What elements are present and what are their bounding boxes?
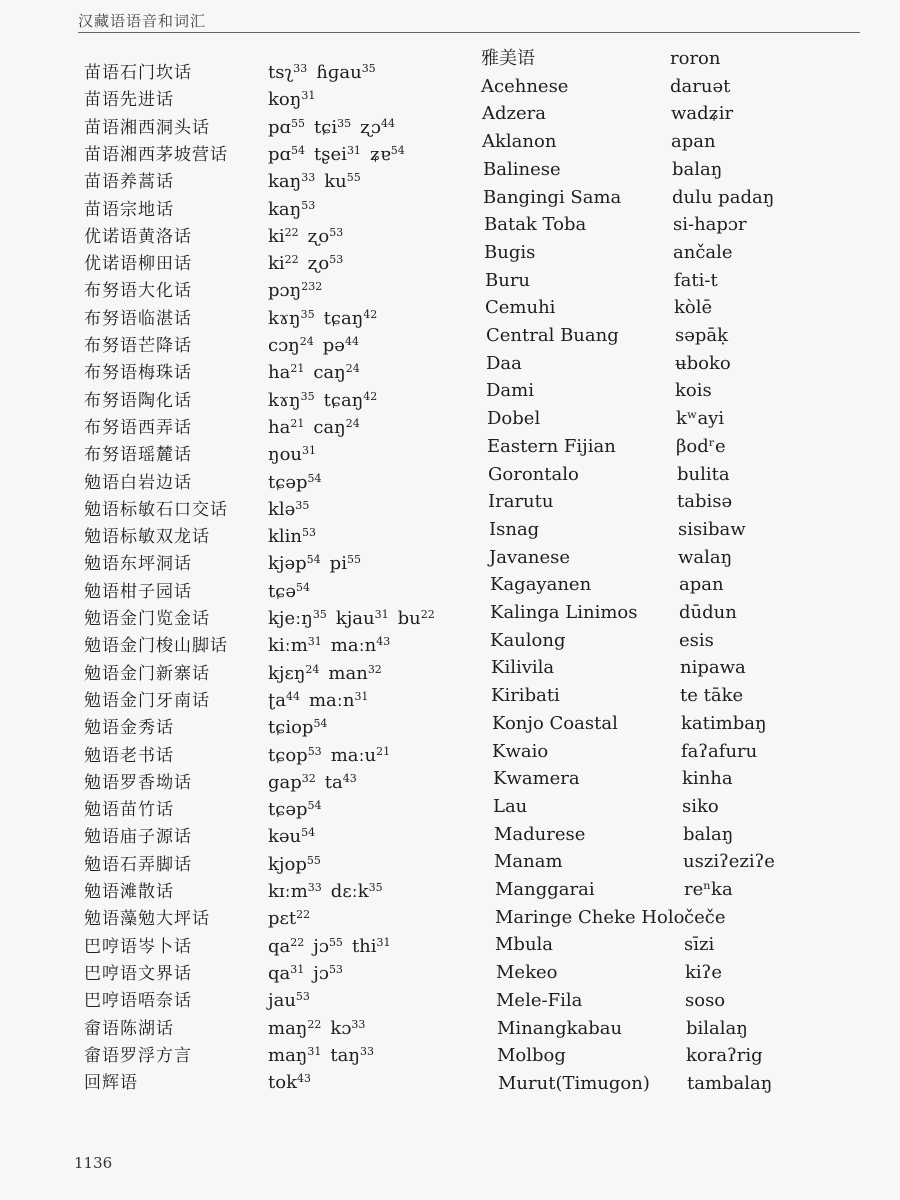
dialect-form	[268, 663, 382, 685]
syllable: kəu	[268, 826, 302, 848]
syllable: ʐɔ	[360, 116, 381, 138]
language-form: siko	[682, 795, 719, 817]
dialect-name: 苗语石门坎话	[84, 63, 192, 83]
dialect-form	[268, 362, 360, 384]
tone-number: 43	[296, 1072, 311, 1086]
language-name: Irarutu	[488, 491, 554, 513]
language-name: Madurese	[494, 823, 586, 845]
tone-number: 44	[380, 116, 395, 130]
syllable: bu	[397, 608, 421, 629]
syllable: ʐo	[307, 225, 330, 247]
language-form: βodʳe	[676, 435, 726, 457]
dialect-form	[268, 826, 315, 848]
tone-number: 42	[363, 389, 378, 403]
dialect-form	[268, 690, 368, 712]
language-name: Dami	[486, 380, 534, 402]
tone-number: 33	[293, 62, 308, 75]
tone-number: 24	[345, 362, 360, 376]
syllable: ku	[324, 171, 347, 193]
dialect-name: 勉语东坪洞话	[84, 554, 192, 575]
language-name: Manam	[494, 851, 563, 873]
tone-number: 31	[307, 1044, 322, 1058]
dialect-name: 勉语藻勉大坪话	[84, 909, 210, 930]
syllable: jɔ	[313, 935, 329, 957]
syllable: ha	[268, 362, 291, 384]
language-name: Mekeo	[496, 962, 558, 984]
tone-number: 42	[363, 307, 378, 321]
syllable: tɕəp	[268, 471, 308, 493]
syllable: kjəp	[268, 553, 307, 575]
language-name: Bugis	[484, 241, 536, 263]
syllable: jɔ	[313, 962, 329, 984]
dialect-name: 勉语庙子源话	[84, 827, 192, 848]
language-name: Minangkabau	[497, 1017, 623, 1039]
dialect-form	[268, 444, 316, 466]
tone-number: 21	[376, 744, 391, 758]
syllable: maːn	[308, 689, 355, 711]
dialect-form	[268, 526, 316, 548]
language-form: wadʑir	[671, 103, 734, 125]
language-form: roron	[670, 48, 721, 69]
dialect-name: 苗语宗地话	[84, 199, 174, 220]
syllable: pɑ	[268, 116, 292, 138]
tone-number: 33	[307, 881, 322, 894]
syllable: maːu	[330, 744, 377, 766]
running-header	[78, 2, 860, 30]
dialect-form	[268, 963, 343, 985]
syllable: thi	[351, 935, 377, 957]
tone-number: 22	[284, 253, 299, 267]
syllable: pə	[322, 335, 345, 356]
tone-number: 35	[300, 389, 315, 403]
language-name: Isnag	[489, 518, 540, 540]
syllable: maŋ	[268, 1017, 308, 1039]
dialect-name: 巴哼语岑卜话	[84, 936, 192, 957]
syllable: jau	[268, 990, 296, 1012]
dialect-name: 勉语滩散话	[84, 882, 174, 902]
tone-number: 53	[329, 225, 344, 239]
language-name: Acehnese	[481, 75, 569, 97]
language-name: Adzera	[482, 103, 546, 125]
tone-number: 31	[354, 689, 369, 703]
syllable: koŋ	[268, 89, 302, 111]
tone-number: 55	[328, 935, 343, 949]
language-name: Molbog	[497, 1045, 566, 1067]
dialect-form	[268, 990, 310, 1012]
language-form: kʷayi	[676, 408, 725, 430]
dialect-form	[268, 908, 310, 930]
dialect-name: 勉语苗竹话	[84, 800, 174, 821]
tone-number: 53	[329, 253, 344, 267]
language-form: kois	[675, 380, 712, 402]
tone-number: 55	[291, 116, 306, 130]
tone-number: 31	[307, 635, 322, 649]
dialect-name: 勉语金门新寨话	[84, 663, 210, 684]
language-form: nipawa	[680, 657, 746, 679]
language-form: balaŋ	[683, 823, 734, 845]
syllable: pi	[329, 553, 347, 575]
header-rule	[78, 32, 860, 33]
dialect-form	[268, 1045, 374, 1067]
language-form: kinha	[682, 768, 733, 790]
language-form: dūdun	[679, 602, 737, 623]
language-form: ʉboko	[675, 352, 731, 374]
tone-number: 55	[346, 171, 361, 185]
language-form: fati-t	[674, 269, 718, 291]
dialect-name: 勉语柑子园话	[84, 581, 192, 602]
syllable: qa	[268, 962, 291, 984]
page-number: 1136	[74, 1154, 113, 1172]
syllable: kjop	[268, 853, 307, 875]
syllable: ki	[268, 225, 285, 247]
language-name: 雅美语	[481, 48, 535, 69]
language-form: sisibaw	[678, 518, 746, 540]
tone-number: 31	[301, 89, 316, 103]
tone-number: 44	[344, 335, 359, 348]
language-name: Kalinga Linimos	[490, 602, 638, 623]
tone-number: 31	[346, 143, 361, 157]
dialect-form	[268, 117, 395, 139]
dialect-name: 勉语金门览金话	[84, 609, 210, 629]
dialect-name: 勉语金秀话	[84, 718, 174, 739]
tone-number: 24	[299, 335, 314, 348]
tone-number: 43	[376, 635, 391, 649]
dialect-name: 畲语陈湖话	[84, 1018, 174, 1039]
dialect-name: 布努语瑶麓话	[84, 445, 192, 466]
language-name: Konjo Coastal	[492, 712, 618, 734]
dialect-name: 布努语临湛话	[84, 308, 192, 329]
language-name: Central Buang	[486, 325, 619, 346]
dialect-name: 苗语养蒿话	[84, 172, 174, 193]
language-form: soso	[685, 989, 726, 1011]
dialect-form	[268, 171, 361, 193]
tone-number: 24	[345, 416, 360, 430]
running-header-title: 汉藏语语音和词汇	[78, 12, 207, 30]
language-name: Murut(Timugon)	[498, 1072, 650, 1094]
language-form: daruət	[670, 75, 731, 97]
syllable: pɔŋ	[268, 280, 302, 302]
language-name: Lau	[493, 795, 528, 817]
language-name: Kwaio	[492, 740, 549, 762]
syllable: kjau	[335, 608, 375, 629]
language-name: Dobel	[487, 408, 541, 430]
language-form: tambalaŋ	[687, 1072, 773, 1094]
dialect-form	[268, 1018, 365, 1040]
tone-number: 53	[295, 990, 310, 1004]
dialect-form	[268, 199, 315, 221]
tone-number: 33	[351, 1017, 366, 1031]
language-form: čeče	[684, 906, 726, 928]
tone-number: 22	[296, 908, 311, 922]
tone-number: 35	[295, 498, 310, 512]
syllable: maŋ	[268, 1044, 308, 1066]
language-name: Kilivila	[491, 657, 555, 679]
tone-number: 31	[302, 444, 317, 458]
syllable: ʈa	[268, 689, 286, 711]
dialect-name: 勉语金门牙南话	[84, 690, 210, 711]
dialect-form	[268, 854, 321, 876]
syllable: tɕaŋ	[323, 389, 364, 411]
language-form: apan	[671, 131, 716, 153]
tone-number: 43	[342, 771, 357, 785]
language-form: bilalaŋ	[686, 1017, 748, 1039]
dialect-name: 布努语芒降话	[84, 336, 192, 356]
tone-number: 53	[328, 962, 343, 976]
dialect-form	[268, 499, 309, 521]
dialect-name: 优诺语黄洛话	[84, 226, 192, 247]
tone-number: 55	[346, 553, 361, 567]
language-form: esis	[679, 629, 714, 651]
language-form: te tāke	[680, 685, 744, 707]
dialect-name: 布努语梅珠话	[84, 363, 192, 384]
dialect-name: 勉语白岩边话	[84, 472, 192, 493]
dialect-form	[268, 608, 435, 630]
tone-number: 54	[313, 717, 328, 731]
syllable: kjeːŋ	[268, 608, 313, 629]
syllable: kɤŋ	[268, 389, 301, 411]
dialect-form	[268, 936, 391, 958]
dialect-name: 布努语大化话	[84, 281, 192, 302]
dialect-name: 布努语西弄话	[84, 417, 192, 438]
syllable: ʑɐ	[369, 143, 391, 165]
syllable: ŋou	[268, 444, 303, 466]
syllable: kjɛŋ	[268, 662, 306, 684]
syllable: kɪːm	[268, 881, 308, 902]
language-form: bulita	[677, 463, 730, 485]
syllable: taŋ	[330, 1044, 360, 1066]
language-name: Batak Toba	[484, 214, 587, 236]
language-name: Gorontalo	[488, 463, 579, 485]
language-name: Manggarai	[495, 879, 595, 900]
syllable: tɕə	[268, 580, 296, 602]
dialect-name: 畲语罗浮方言	[84, 1045, 192, 1066]
tone-number: 54	[306, 553, 321, 567]
syllable: tɕaŋ	[323, 307, 364, 329]
tone-number: 232	[301, 280, 323, 294]
language-name: Maringe Cheke Holo	[495, 906, 685, 928]
language-form: faʔafuru	[681, 740, 758, 762]
syllable: tɕop	[268, 744, 308, 766]
tone-number: 35	[337, 116, 352, 130]
language-form: kòlē	[674, 297, 713, 319]
dialect-name: 巴哼语唔奈话	[84, 991, 192, 1012]
dialect-form	[268, 89, 315, 111]
language-name: Kwamera	[493, 768, 580, 790]
language-form: sīzi	[684, 934, 715, 956]
syllable: tʂei	[314, 143, 347, 165]
dialect-name: 勉语老书话	[84, 745, 174, 766]
syllable: tsʅ	[268, 62, 294, 83]
language-form: səpāḳ	[675, 325, 729, 346]
syllable: kɔ	[330, 1017, 352, 1039]
language-form: dulu padaŋ	[672, 186, 775, 208]
dialect-form	[268, 62, 376, 84]
language-form: si-hapɔr	[673, 214, 747, 236]
tone-number: 54	[307, 799, 322, 813]
syllable: kiːm	[268, 635, 308, 657]
dialect-form	[268, 1072, 311, 1094]
language-name: Aklanon	[482, 131, 557, 153]
language-form: apan	[679, 574, 724, 596]
syllable: tɕəp	[268, 799, 308, 821]
language-name: Kiribati	[491, 685, 560, 707]
dialect-name: 布努语陶化话	[84, 390, 192, 411]
language-form: balaŋ	[672, 158, 723, 180]
syllable: caŋ	[313, 362, 346, 384]
tone-number: 32	[301, 771, 316, 785]
dialect-name: 优诺语柳田话	[84, 254, 192, 275]
syllable: gap	[268, 771, 302, 793]
dialect-form	[268, 881, 383, 903]
dialect-name: 苗语湘西洞头话	[84, 117, 210, 138]
language-name: Mele-Fila	[496, 989, 583, 1011]
tone-number: 53	[301, 198, 316, 212]
dialect-form	[268, 417, 360, 439]
dialect-form	[268, 581, 310, 603]
dialect-form	[268, 144, 405, 166]
language-name: Javanese	[489, 546, 570, 568]
language-form: usziʔeziʔe	[683, 851, 775, 873]
tone-number: 31	[374, 608, 389, 621]
tone-number: 21	[290, 362, 305, 376]
syllable: kaŋ	[268, 198, 302, 220]
tone-number: 35	[361, 62, 376, 75]
syllable: pɛt	[268, 908, 297, 930]
language-name: Kagayanen	[490, 574, 592, 596]
dialect-form	[268, 772, 357, 794]
syllable: ki	[268, 253, 285, 275]
language-name: Cemuhi	[485, 297, 556, 319]
language-name: Buru	[485, 269, 531, 291]
dialect-form	[268, 472, 322, 494]
tone-number: 21	[290, 416, 305, 430]
language-name: Kaulong	[490, 629, 566, 651]
tone-number: 22	[420, 608, 435, 621]
syllable: tɕiop	[268, 717, 314, 739]
dialect-name: 勉语石弄脚话	[84, 854, 192, 875]
tone-number: 53	[302, 526, 317, 540]
tone-number: 54	[301, 826, 316, 840]
dialect-form	[268, 799, 322, 821]
dialect-form	[268, 635, 390, 657]
language-name: Eastern Fijian	[487, 435, 616, 457]
dialect-form	[268, 335, 359, 357]
tone-number: 33	[359, 1044, 374, 1058]
language-name: Bangingi Sama	[483, 186, 622, 208]
syllable: pɑ	[268, 143, 292, 165]
language-form: reⁿka	[684, 879, 733, 900]
tone-number: 54	[295, 580, 310, 594]
syllable: maːn	[330, 635, 377, 657]
dialect-name: 苗语先进话	[84, 90, 174, 111]
tone-number: 24	[305, 662, 320, 676]
tone-number: 31	[290, 962, 305, 976]
dialect-name: 勉语标敏石口交话	[84, 499, 228, 520]
dialect-name: 苗语湘西茅坡营话	[84, 144, 228, 165]
tone-number: 22	[307, 1017, 322, 1031]
dialect-form	[268, 553, 361, 575]
dialect-form	[268, 308, 377, 330]
language-name: Balinese	[483, 158, 561, 180]
syllable: ha	[268, 416, 291, 438]
dialect-form	[268, 253, 343, 275]
syllable: klin	[268, 526, 303, 548]
dialect-name: 勉语标敏双龙话	[84, 527, 210, 548]
language-form: walaŋ	[678, 546, 733, 568]
syllable: ta	[324, 771, 343, 793]
dialect-form	[268, 745, 390, 767]
tone-number: 54	[307, 471, 322, 485]
syllable: cɔŋ	[268, 335, 300, 356]
language-form: tabisə	[677, 491, 733, 513]
tone-number: 44	[285, 689, 300, 703]
syllable: dɛːk	[330, 881, 369, 902]
tone-number: 35	[368, 881, 383, 894]
dialect-name: 勉语金门梭山脚话	[84, 636, 228, 657]
dialect-form	[268, 226, 343, 248]
dialect-name: 勉语罗香坳话	[84, 772, 192, 793]
language-name: Mbula	[495, 934, 554, 956]
language-form: kiʔe	[685, 962, 722, 984]
tone-number: 35	[300, 307, 315, 321]
syllable: tok	[268, 1072, 297, 1094]
dialect-name: 回辉语	[84, 1073, 138, 1094]
syllable: tɕi	[314, 116, 338, 138]
syllable: ʐo	[307, 253, 330, 275]
tone-number: 31	[376, 935, 391, 949]
tone-number: 54	[390, 143, 405, 157]
syllable: caŋ	[313, 416, 346, 438]
tone-number: 33	[301, 171, 316, 185]
language-name: Daa	[486, 352, 522, 374]
tone-number: 22	[290, 935, 305, 949]
tone-number: 35	[312, 608, 327, 621]
dialect-form	[268, 390, 377, 412]
syllable: qa	[268, 935, 291, 957]
syllable: ɦɡau	[316, 62, 362, 83]
tone-number: 32	[367, 662, 382, 676]
tone-number: 55	[306, 853, 321, 867]
syllable: kaŋ	[268, 171, 302, 193]
syllable: klə	[268, 498, 296, 520]
tone-number: 22	[284, 225, 299, 239]
language-form: katimbaŋ	[681, 712, 767, 734]
syllable: kɤŋ	[268, 307, 301, 329]
language-form: ančale	[673, 241, 733, 263]
language-form: koraʔrig	[686, 1045, 763, 1067]
dialect-name: 巴哼语文界话	[84, 963, 192, 984]
tone-number: 54	[291, 143, 306, 157]
dialect-form	[268, 717, 327, 739]
dialect-form	[268, 280, 322, 302]
syllable: man	[328, 662, 368, 684]
tone-number: 53	[307, 744, 322, 758]
